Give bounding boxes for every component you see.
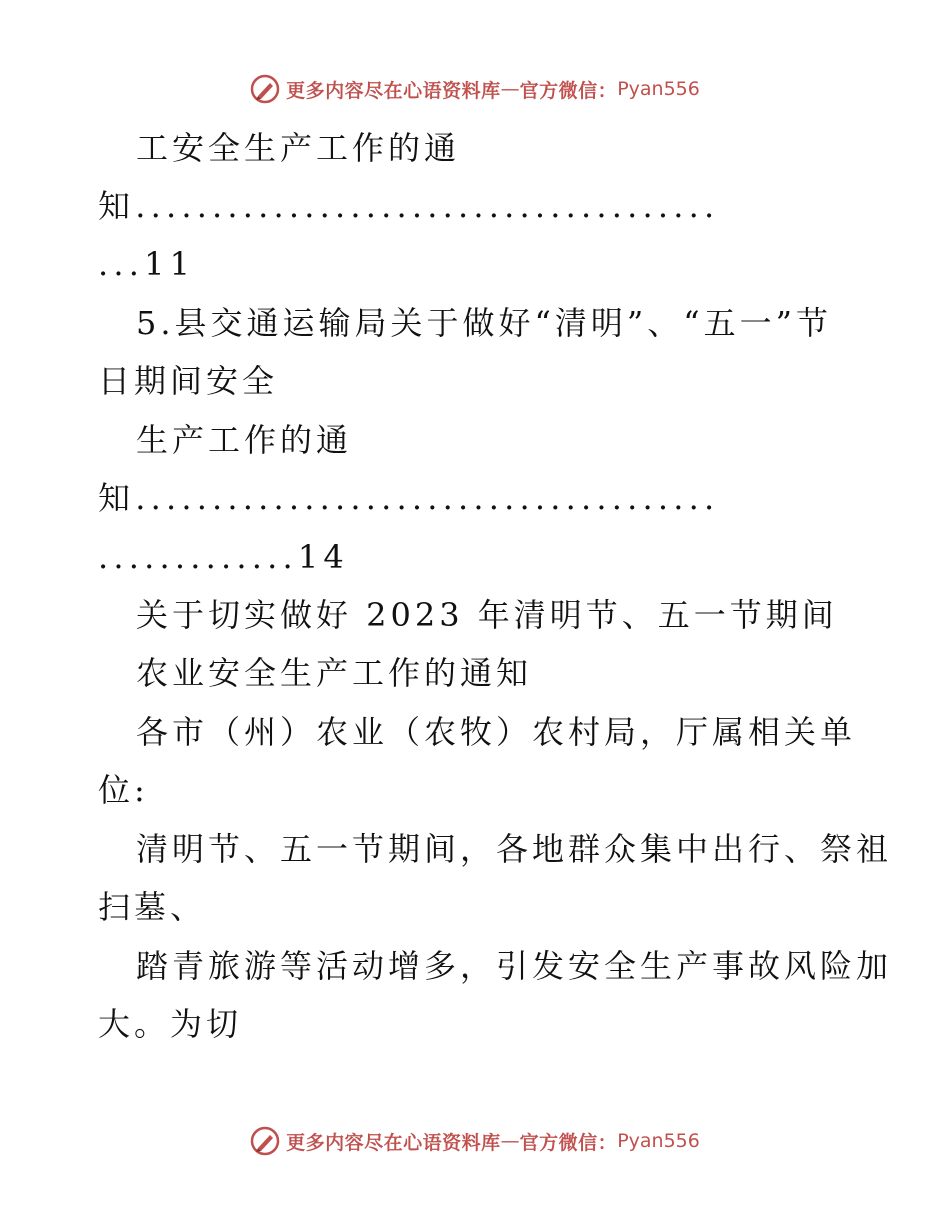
header-watermark	[0, 72, 950, 106]
pen-logo-icon	[250, 74, 280, 104]
pen-logo-icon	[250, 1126, 280, 1156]
watermark-separator: —	[500, 78, 520, 100]
doc-title-line-1: 关于切实做好 2023 年清明节、五一节期间	[136, 596, 838, 634]
toc-line-2: 知......................................	[98, 187, 720, 225]
toc-line-4: 5.县交通运输局关于做好“清明”、“五一”节	[136, 304, 832, 342]
toc-line-3: ...11	[98, 245, 196, 283]
doc-title-line-2: 农业安全生产工作的通知	[136, 654, 533, 692]
toc-line-5: 日期间安全	[98, 362, 279, 400]
body-line-4: 大。为切	[98, 1005, 243, 1043]
body-line-2: 扫墓、	[98, 888, 207, 926]
watermark-handle: Pyan556	[617, 78, 700, 100]
watermark-text: 更多内容尽在心语资料库	[286, 79, 501, 102]
watermark-handle: Pyan556	[617, 1130, 700, 1152]
watermark-text: 更多内容尽在心语资料库	[286, 1131, 501, 1154]
toc-line-1: 工安全生产工作的通	[136, 129, 461, 167]
body-line-3: 踏青旅游等活动增多，引发安全生产事故风险加	[136, 947, 893, 985]
body-line-1: 清明节、五一节期间，各地群众集中出行、祭祖	[136, 830, 893, 868]
watermark-label: 官方微信：	[519, 79, 618, 102]
toc-line-7: 知......................................	[98, 479, 720, 517]
toc-line-6: 生产工作的通	[136, 421, 353, 459]
toc-line-8: .............14	[98, 538, 349, 576]
salutation-line-1: 各市（州）农业（农牧）农村局，厅属相关单	[136, 713, 857, 751]
watermark-separator: —	[500, 1130, 520, 1152]
footer-watermark	[0, 1124, 950, 1158]
salutation-line-2: 位:	[98, 771, 149, 809]
watermark-label: 官方微信：	[519, 1131, 618, 1154]
